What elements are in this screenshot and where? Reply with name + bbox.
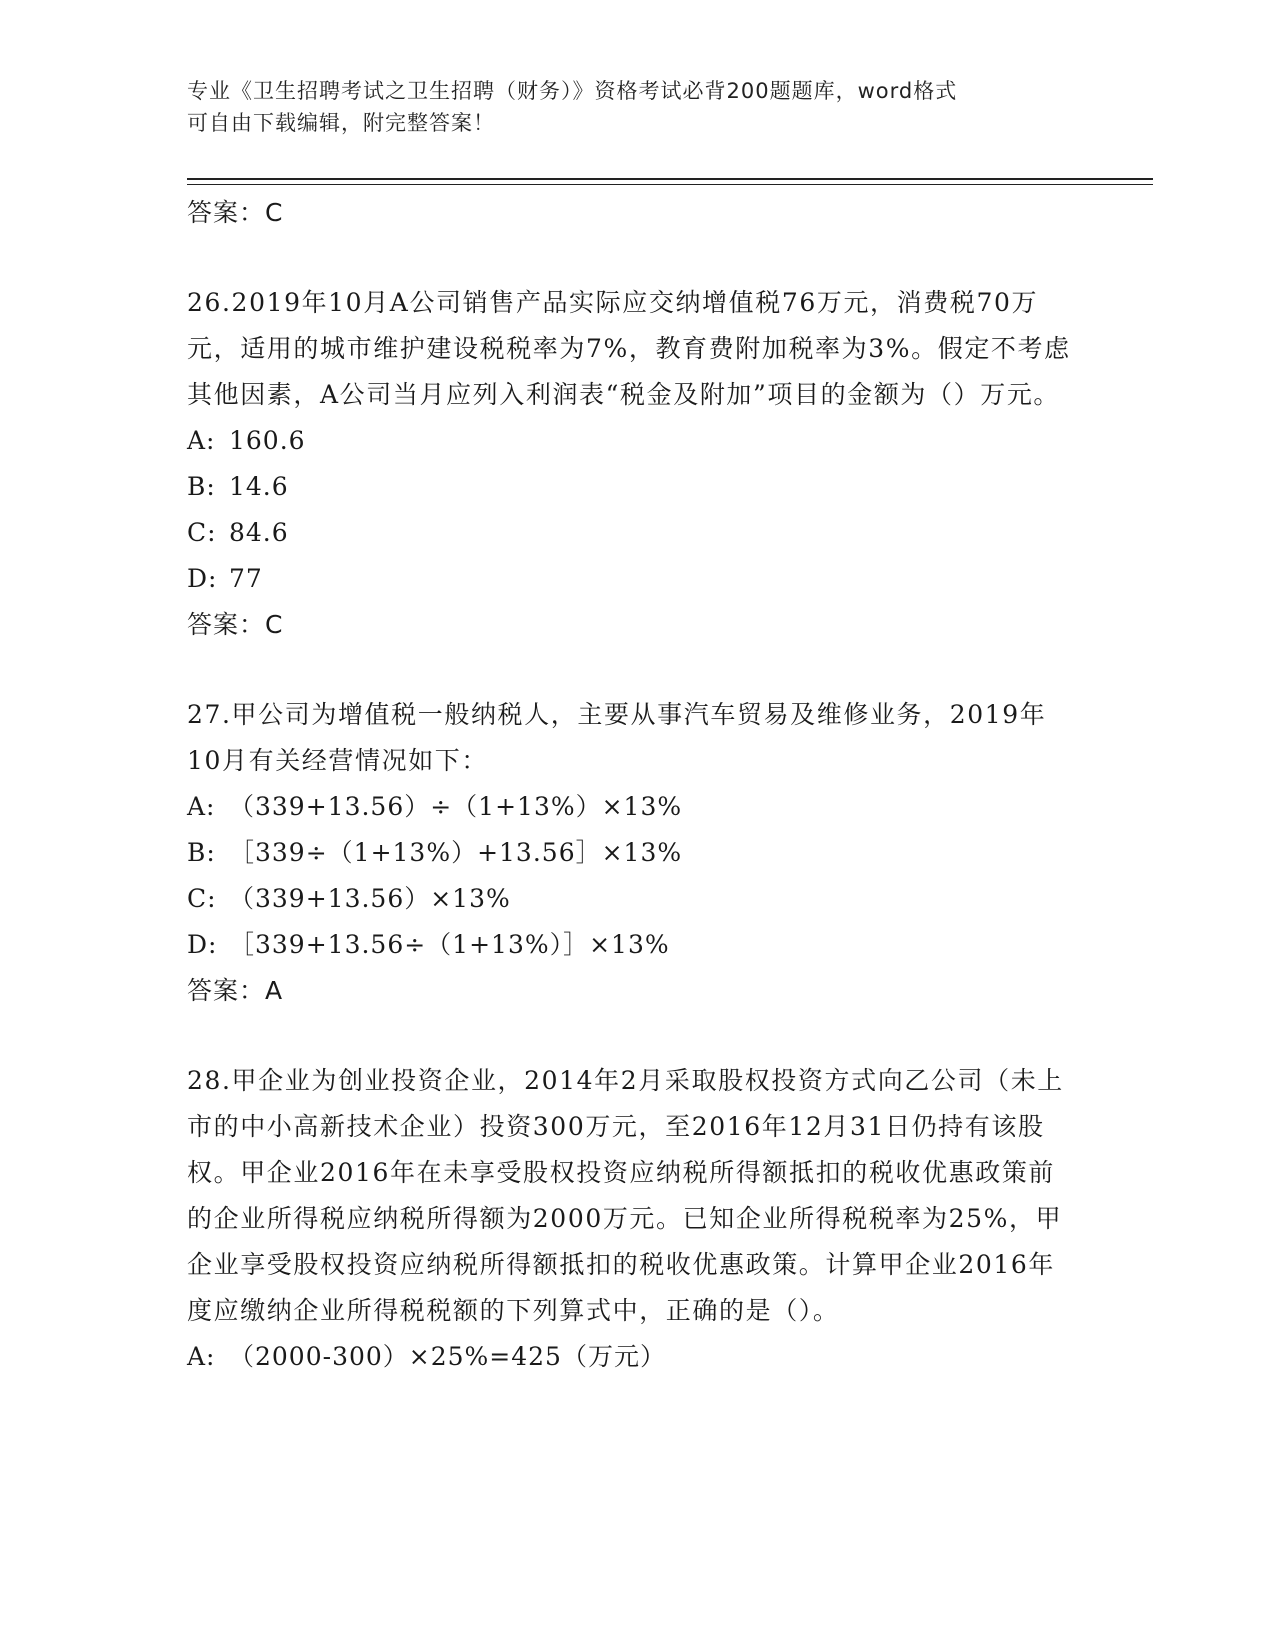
question-27-option-c: C: （339+13.56）×13% [187, 884, 511, 913]
question-26-option-d: D: 77 [187, 564, 263, 593]
answer-25: 答案：C [187, 198, 284, 227]
question-28-text: 28.甲企业为创业投资企业，2014年2月采取股权投资方式向乙公司（未上市的中小高新技术企业）投资300万元，至2016年12月31日仍持有该股权。甲企业2016年在未享受股权投资应纳税所得额抵扣的税收优惠政策前的企业所得税应纳税所得额为2000万元。已知企业所得税税率为25%，甲企业享受股权投资应纳税所得额抵扣的税收优惠政策。计算甲企业2016年度应缴纳企业所得税税额的下列算式中，正确的是（）。 [187, 1066, 1064, 1325]
question-27-option-b: B: ［339÷（1+13%）+13.56］×13% [187, 838, 683, 867]
header-rule-thin [187, 184, 1153, 185]
question-27 [187, 692, 1087, 1014]
header-line-1: 专业《卫生招聘考试之卫生招聘（财务）》资格考试必背200题题库，word格式 [187, 79, 958, 103]
answer-26: 答案：C [187, 610, 284, 639]
header-line-2: 可自由下载编辑，附完整答案！ [187, 111, 495, 135]
question-27-option-d: D: ［339+13.56÷（1+13%）］×13% [187, 930, 670, 959]
document-body [187, 190, 1087, 1380]
question-26-option-a: A: 160.6 [187, 426, 306, 455]
question-28 [187, 1058, 1087, 1380]
question-26 [187, 280, 1087, 648]
question-26-option-c: C: 84.6 [187, 518, 289, 547]
question-28-option-a: A: （2000-300）×25%=425（万元） [187, 1342, 666, 1371]
question-27-option-a: A: （339+13.56）÷（1+13%）×13% [187, 792, 683, 821]
document-header [187, 75, 1067, 139]
question-26-option-b: B: 14.6 [187, 472, 289, 501]
header-rule-thick [187, 178, 1153, 180]
answer-27: 答案：A [187, 976, 284, 1005]
question-26-text: 26.2019年10月A公司销售产品实际应交纳增值税76万元，消费税70万元，适用的城市维护建设税税率为7%，教育费附加税率为3%。假定不考虑其他因素，A公司当月应列入利润表“税金及附加”项目的金额为（）万元。 [187, 288, 1071, 409]
question-27-text: 27.甲公司为增值税一般纳税人，主要从事汽车贸易及维修业务，2019年10月有关经营情况如下： [187, 700, 1047, 775]
